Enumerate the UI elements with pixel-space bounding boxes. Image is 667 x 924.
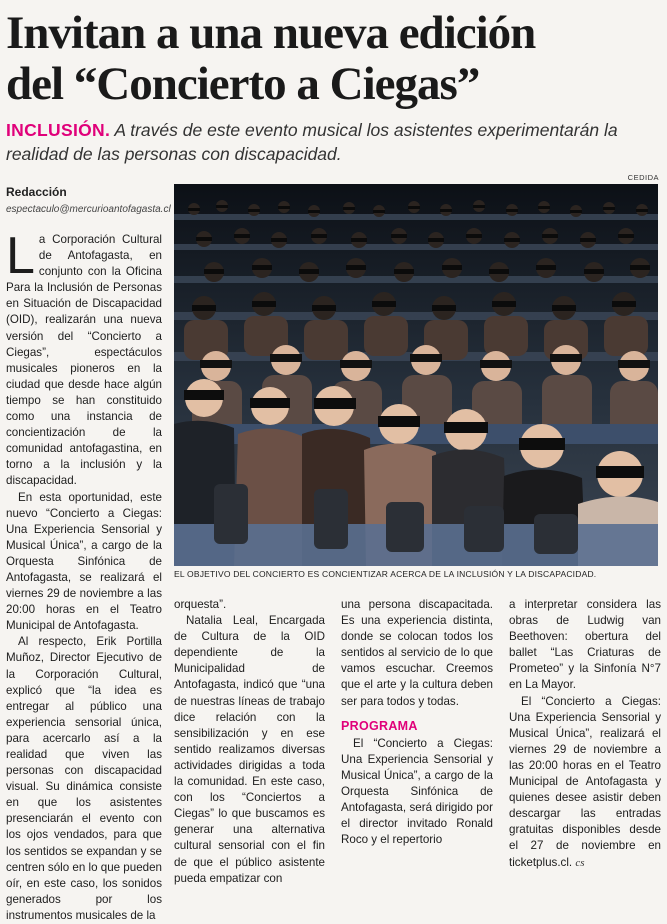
paragraph-4: Natalia Leal, Encargada de Cultura de la OID dependiente de la Municipalidad de Antofagasta, indicó que “una de nuestras líneas de trabajo dice relación con la sensibilización y en ese sentido realizamos diversas actividades dirigidas a toda la comunidad. En este caso, con los “Conciertos a Ciegas” lo que buscamos es generar una alternativa cultural sensorial con el fin de que el público asistente pueda empatizar con [174,614,325,885]
paragraph-4-continued: una persona discapacitada. Es una experiencia distinta, donde se colocan todos los sentidos al servicio de lo que vamos escuchar. Creemos que el arte y la cultura deben ser para todos y todas. [341,598,493,708]
author-email: espectaculo@mercurioantofagasta.cl [6,204,171,215]
paragraph-6 [509,694,661,871]
article-column-2 [174,597,325,887]
article-column-4 [509,597,661,871]
paragraph-3-continued: orquesta”. [174,598,227,611]
paragraph-1 [6,227,162,490]
paragraph-5: El “Concierto a Ciegas: Una Experiencia Sensorial y Musical Única”, a cargo de la Orquesta Sinfónica de Antofagasta, será dirigido por el director invitado Ronald Roco y el repertorio [341,736,493,847]
headline [6,8,661,110]
section-tag: INCLUSIÓN. [6,120,111,140]
section-subhead: PROGRAMA [341,718,418,733]
concert-audience-photo [174,184,658,566]
headline-line-2: del “Concierto a Ciegas” [6,58,480,110]
paragraph-6-text: El “Concierto a Ciegas: Una Experiencia Sensorial y Musical Única”, realizará el viernes 29 de noviembre a las 20:00 horas en el Teatro Municipal de Antofagasta y quienes desee asistir deben descargar las entradas gratuitas disponibles desde el 27 de noviembre en ticketplus.cl. [509,694,661,869]
article-column-1 [6,227,162,924]
paragraph-1-text: a Corporación Cultural de Antofagasta, en conjunto con la Oficina Para la Inclusión de Personas en Situación de Discapacidad (OID), realizarán una nueva versión del “Concierto a Ciegas”, espectáculos musicales pioneros en la ciudad que desde hace algún tiempo se han constituido como una instancia de concientización de la comunidad antofagastina, en torno a la inclusión y la discapacidad. [6,233,162,488]
paragraph-2: En esta oportunidad, este nuevo “Concierto a Ciegas: Una Experiencia Sensorial y Musical Única”, a cargo de la Orquesta Sinfónica de Antofagasta, se realizará el viernes 29 de noviembre a las 20:00 horas en el Teatro Municipal de Antofagasta. [6,490,162,633]
end-mark: cs [575,856,585,869]
photo-credit: CEDIDA [627,173,659,182]
author-name: Redacción [6,185,67,199]
paragraph-5-continued: a interpretar considera las obras de Ludwig van Beethoven: obertura del ballet “Las Criaturas de Prometeo” y la Sinfonía N°7 en La Mayor. [509,598,661,692]
byline [6,185,171,215]
lead-paragraph [6,118,656,166]
paragraph-3: Al respecto, Erik Portilla Muñoz, Director Ejecutivo de la Corporación Cultural, explicó que “la idea es entregar al público una experiencia sensorial única, para acercarlo así a la realidad que viven las personas con discapacidad visual. Su dinámica consiste en que los asistentes presenciarán el evento con los ojos vendados, para que los sentidos se expandan y se centren sólo en lo que pueden oír, en este caso, los sonidos generados por los instrumentos musicales de la [6,635,162,922]
lead-text: A través de este evento musical los asistentes experimentarán la realidad de las personas con discapacidad. [6,120,618,164]
audience-illustration [174,184,658,566]
photo-caption: EL OBJETIVO DEL CONCIERTO ES CONCIENTIZAR ACERCA DE LA INCLUSIÓN Y LA DISCAPACIDAD. [174,569,597,579]
headline-line-1: Invitan a una nueva edición [6,7,536,59]
drop-cap: L [6,227,35,285]
article-column-3 [341,597,493,848]
